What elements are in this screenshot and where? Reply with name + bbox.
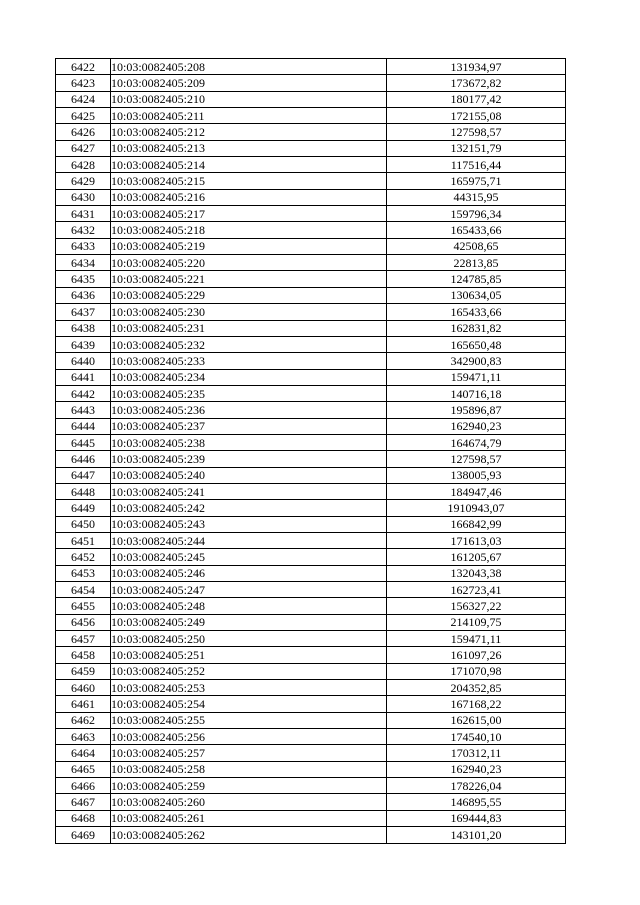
amount-cell: 165975,71 xyxy=(387,173,566,189)
table-row xyxy=(56,467,566,483)
row-number-cell: 6465 xyxy=(56,761,111,777)
row-number-cell: 6437 xyxy=(56,304,111,320)
table-row xyxy=(56,598,566,614)
cadastral-number-cell: 10:03:0082405:244 xyxy=(111,532,387,548)
cadastral-number-cell: 10:03:0082405:217 xyxy=(111,206,387,222)
cadastral-number-cell: 10:03:0082405:247 xyxy=(111,582,387,598)
row-number-cell: 6443 xyxy=(56,402,111,418)
table-row xyxy=(56,761,566,777)
row-number-cell: 6440 xyxy=(56,353,111,369)
table-row xyxy=(56,91,566,107)
data-table xyxy=(55,58,566,844)
table-row xyxy=(56,631,566,647)
cadastral-number-cell: 10:03:0082405:211 xyxy=(111,108,387,124)
row-number-cell: 6460 xyxy=(56,680,111,696)
table-row xyxy=(56,222,566,238)
amount-cell: 132151,79 xyxy=(387,140,566,156)
amount-cell: 127598,57 xyxy=(387,124,566,140)
table-row xyxy=(56,712,566,728)
amount-cell: 165650,48 xyxy=(387,336,566,352)
row-number-cell: 6451 xyxy=(56,532,111,548)
cadastral-number-cell: 10:03:0082405:240 xyxy=(111,467,387,483)
row-number-cell: 6439 xyxy=(56,336,111,352)
amount-cell: 22813,85 xyxy=(387,255,566,271)
table-row xyxy=(56,614,566,630)
row-number-cell: 6445 xyxy=(56,434,111,450)
row-number-cell: 6446 xyxy=(56,451,111,467)
cadastral-number-cell: 10:03:0082405:253 xyxy=(111,680,387,696)
row-number-cell: 6429 xyxy=(56,173,111,189)
amount-cell: 162940,23 xyxy=(387,418,566,434)
amount-cell: 159471,11 xyxy=(387,369,566,385)
row-number-cell: 6455 xyxy=(56,598,111,614)
table-row xyxy=(56,402,566,418)
row-number-cell: 6459 xyxy=(56,663,111,679)
table-row xyxy=(56,59,566,75)
row-number-cell: 6467 xyxy=(56,794,111,810)
amount-cell: 127598,57 xyxy=(387,451,566,467)
row-number-cell: 6458 xyxy=(56,647,111,663)
table-row xyxy=(56,385,566,401)
cadastral-number-cell: 10:03:0082405:239 xyxy=(111,451,387,467)
amount-cell: 204352,85 xyxy=(387,680,566,696)
amount-cell: 138005,93 xyxy=(387,467,566,483)
amount-cell: 164674,79 xyxy=(387,434,566,450)
cadastral-number-cell: 10:03:0082405:256 xyxy=(111,729,387,745)
row-number-cell: 6425 xyxy=(56,108,111,124)
table-row xyxy=(56,75,566,91)
row-number-cell: 6427 xyxy=(56,140,111,156)
amount-cell: 159471,11 xyxy=(387,631,566,647)
amount-cell: 131934,97 xyxy=(387,59,566,75)
cadastral-number-cell: 10:03:0082405:259 xyxy=(111,778,387,794)
amount-cell: 195896,87 xyxy=(387,402,566,418)
row-number-cell: 6442 xyxy=(56,385,111,401)
table-row xyxy=(56,157,566,173)
row-number-cell: 6434 xyxy=(56,255,111,271)
table-row xyxy=(56,173,566,189)
cadastral-number-cell: 10:03:0082405:254 xyxy=(111,696,387,712)
row-number-cell: 6432 xyxy=(56,222,111,238)
cadastral-number-cell: 10:03:0082405:260 xyxy=(111,794,387,810)
row-number-cell: 6448 xyxy=(56,483,111,499)
row-number-cell: 6457 xyxy=(56,631,111,647)
row-number-cell: 6454 xyxy=(56,582,111,598)
table-row xyxy=(56,549,566,565)
row-number-cell: 6468 xyxy=(56,810,111,826)
row-number-cell: 6426 xyxy=(56,124,111,140)
cadastral-number-cell: 10:03:0082405:235 xyxy=(111,385,387,401)
row-number-cell: 6469 xyxy=(56,827,111,843)
cadastral-number-cell: 10:03:0082405:214 xyxy=(111,157,387,173)
cadastral-number-cell: 10:03:0082405:230 xyxy=(111,304,387,320)
row-number-cell: 6436 xyxy=(56,287,111,303)
table-row xyxy=(56,729,566,745)
amount-cell: 162723,41 xyxy=(387,582,566,598)
table-row xyxy=(56,189,566,205)
amount-cell: 161097,26 xyxy=(387,647,566,663)
cadastral-number-cell: 10:03:0082405:208 xyxy=(111,59,387,75)
row-number-cell: 6463 xyxy=(56,729,111,745)
table-row xyxy=(56,647,566,663)
table-row xyxy=(56,483,566,499)
row-number-cell: 6466 xyxy=(56,778,111,794)
amount-cell: 146895,55 xyxy=(387,794,566,810)
row-number-cell: 6462 xyxy=(56,712,111,728)
row-number-cell: 6435 xyxy=(56,271,111,287)
amount-cell: 171070,98 xyxy=(387,663,566,679)
amount-cell: 214109,75 xyxy=(387,614,566,630)
cadastral-number-cell: 10:03:0082405:248 xyxy=(111,598,387,614)
table-row xyxy=(56,778,566,794)
amount-cell: 156327,22 xyxy=(387,598,566,614)
table-row xyxy=(56,369,566,385)
amount-cell: 342900,83 xyxy=(387,353,566,369)
amount-cell: 140716,18 xyxy=(387,385,566,401)
row-number-cell: 6450 xyxy=(56,516,111,532)
amount-cell: 166842,99 xyxy=(387,516,566,532)
table-row xyxy=(56,238,566,254)
cadastral-number-cell: 10:03:0082405:219 xyxy=(111,238,387,254)
table-row xyxy=(56,206,566,222)
row-number-cell: 6423 xyxy=(56,75,111,91)
cadastral-number-cell: 10:03:0082405:249 xyxy=(111,614,387,630)
table-row xyxy=(56,810,566,826)
cadastral-number-cell: 10:03:0082405:236 xyxy=(111,402,387,418)
amount-cell: 184947,46 xyxy=(387,483,566,499)
row-number-cell: 6453 xyxy=(56,565,111,581)
amount-cell: 124785,85 xyxy=(387,271,566,287)
table-row xyxy=(56,696,566,712)
table-row xyxy=(56,320,566,336)
table-row xyxy=(56,140,566,156)
cadastral-number-cell: 10:03:0082405:237 xyxy=(111,418,387,434)
cadastral-number-cell: 10:03:0082405:221 xyxy=(111,271,387,287)
row-number-cell: 6456 xyxy=(56,614,111,630)
amount-cell: 117516,44 xyxy=(387,157,566,173)
table-row xyxy=(56,271,566,287)
cadastral-number-cell: 10:03:0082405:241 xyxy=(111,483,387,499)
row-number-cell: 6461 xyxy=(56,696,111,712)
table-row xyxy=(56,565,566,581)
cadastral-number-cell: 10:03:0082405:234 xyxy=(111,369,387,385)
cadastral-number-cell: 10:03:0082405:233 xyxy=(111,353,387,369)
cadastral-number-cell: 10:03:0082405:216 xyxy=(111,189,387,205)
amount-cell: 42508,65 xyxy=(387,238,566,254)
amount-cell: 1910943,07 xyxy=(387,500,566,516)
amount-cell: 132043,38 xyxy=(387,565,566,581)
table-row xyxy=(56,516,566,532)
cadastral-number-cell: 10:03:0082405:243 xyxy=(111,516,387,532)
amount-cell: 162831,82 xyxy=(387,320,566,336)
row-number-cell: 6428 xyxy=(56,157,111,173)
cadastral-number-cell: 10:03:0082405:218 xyxy=(111,222,387,238)
amount-cell: 171613,03 xyxy=(387,532,566,548)
cadastral-number-cell: 10:03:0082405:238 xyxy=(111,434,387,450)
cadastral-number-cell: 10:03:0082405:210 xyxy=(111,91,387,107)
cadastral-number-cell: 10:03:0082405:245 xyxy=(111,549,387,565)
row-number-cell: 6452 xyxy=(56,549,111,565)
table-row xyxy=(56,124,566,140)
table-row xyxy=(56,745,566,761)
row-number-cell: 6433 xyxy=(56,238,111,254)
amount-cell: 130634,05 xyxy=(387,287,566,303)
amount-cell: 180177,42 xyxy=(387,91,566,107)
row-number-cell: 6422 xyxy=(56,59,111,75)
row-number-cell: 6464 xyxy=(56,745,111,761)
amount-cell: 165433,66 xyxy=(387,222,566,238)
row-number-cell: 6441 xyxy=(56,369,111,385)
table-row xyxy=(56,434,566,450)
cadastral-number-cell: 10:03:0082405:231 xyxy=(111,320,387,336)
cadastral-number-cell: 10:03:0082405:220 xyxy=(111,255,387,271)
cadastral-number-cell: 10:03:0082405:232 xyxy=(111,336,387,352)
table-row xyxy=(56,336,566,352)
amount-cell: 167168,22 xyxy=(387,696,566,712)
amount-cell: 162940,23 xyxy=(387,761,566,777)
cadastral-number-cell: 10:03:0082405:213 xyxy=(111,140,387,156)
amount-cell: 172155,08 xyxy=(387,108,566,124)
cadastral-number-cell: 10:03:0082405:257 xyxy=(111,745,387,761)
cadastral-number-cell: 10:03:0082405:262 xyxy=(111,827,387,843)
cadastral-number-cell: 10:03:0082405:209 xyxy=(111,75,387,91)
table-row xyxy=(56,451,566,467)
amount-cell: 162615,00 xyxy=(387,712,566,728)
cadastral-number-cell: 10:03:0082405:242 xyxy=(111,500,387,516)
table-row xyxy=(56,255,566,271)
table-row xyxy=(56,353,566,369)
cadastral-number-cell: 10:03:0082405:229 xyxy=(111,287,387,303)
cadastral-number-cell: 10:03:0082405:255 xyxy=(111,712,387,728)
cadastral-number-cell: 10:03:0082405:261 xyxy=(111,810,387,826)
cadastral-number-cell: 10:03:0082405:246 xyxy=(111,565,387,581)
table-row xyxy=(56,680,566,696)
amount-cell: 178226,04 xyxy=(387,778,566,794)
table-row xyxy=(56,663,566,679)
amount-cell: 44315,95 xyxy=(387,189,566,205)
row-number-cell: 6447 xyxy=(56,467,111,483)
cadastral-number-cell: 10:03:0082405:251 xyxy=(111,647,387,663)
amount-cell: 161205,67 xyxy=(387,549,566,565)
row-number-cell: 6431 xyxy=(56,206,111,222)
cadastral-number-cell: 10:03:0082405:252 xyxy=(111,663,387,679)
table-row xyxy=(56,582,566,598)
row-number-cell: 6444 xyxy=(56,418,111,434)
cadastral-number-cell: 10:03:0082405:212 xyxy=(111,124,387,140)
amount-cell: 165433,66 xyxy=(387,304,566,320)
cadastral-number-cell: 10:03:0082405:215 xyxy=(111,173,387,189)
amount-cell: 174540,10 xyxy=(387,729,566,745)
table-row xyxy=(56,794,566,810)
table-row xyxy=(56,108,566,124)
amount-cell: 173672,82 xyxy=(387,75,566,91)
table-row xyxy=(56,418,566,434)
amount-cell: 169444,83 xyxy=(387,810,566,826)
row-number-cell: 6424 xyxy=(56,91,111,107)
table-row xyxy=(56,500,566,516)
table-row xyxy=(56,304,566,320)
table-row xyxy=(56,532,566,548)
cadastral-number-cell: 10:03:0082405:250 xyxy=(111,631,387,647)
amount-cell: 159796,34 xyxy=(387,206,566,222)
row-number-cell: 6449 xyxy=(56,500,111,516)
table-body xyxy=(56,59,566,844)
row-number-cell: 6438 xyxy=(56,320,111,336)
amount-cell: 143101,20 xyxy=(387,827,566,843)
row-number-cell: 6430 xyxy=(56,189,111,205)
cadastral-number-cell: 10:03:0082405:258 xyxy=(111,761,387,777)
table-row xyxy=(56,827,566,843)
amount-cell: 170312,11 xyxy=(387,745,566,761)
table-row xyxy=(56,287,566,303)
